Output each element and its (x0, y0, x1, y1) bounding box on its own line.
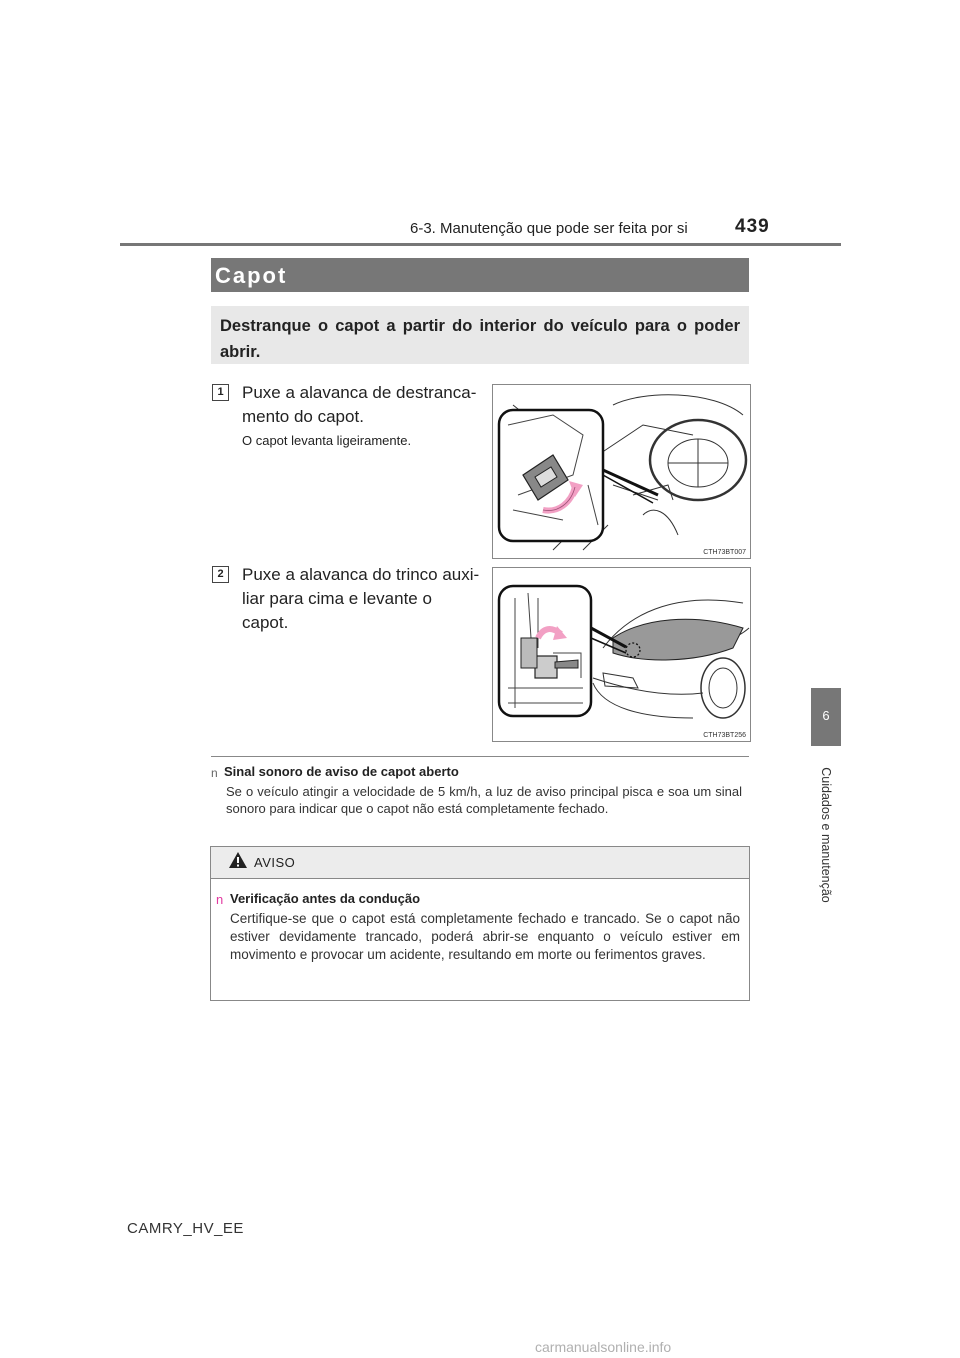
auxiliary-catch-figure (492, 567, 751, 742)
note-divider (211, 756, 749, 757)
section-title: Capot (215, 263, 288, 288)
page-number: 439 (735, 216, 770, 237)
chapter-side-label: Cuidados e manutenção (819, 767, 833, 903)
note-bullet: n (211, 766, 218, 780)
warning-bullet: n (216, 892, 224, 907)
header-divider (120, 243, 841, 246)
step-2-text: Puxe a alavanca do trinco auxi-liar para cima e levante o capot. (242, 565, 480, 632)
chapter-side-tab-number: 6 (822, 708, 830, 723)
step-1-subtext: O capot levanta ligeiramente. (242, 433, 412, 448)
chapter-heading: 6-3. Manutenção que pode ser feita por si (410, 220, 688, 237)
section-title-bar (211, 258, 749, 292)
warning-body: Certifique-se que o capot está completamente fechado e trancado. Se o capot não estiver devidamente trancado, poderá abrir-se enquanto o veículo estiver em movimento e provocar um acidente, resultando em morte ou ferimentos graves. (230, 911, 740, 962)
step-1-text: Puxe a alavanca de destranca-mento do capot. (242, 383, 477, 426)
step-1-number: 1 (212, 384, 229, 401)
intro-text: Destranque o capot a partir do interior do veículo para o poder abrir. (220, 317, 740, 361)
hood-release-lever-figure (492, 384, 751, 559)
warning-label: AVISO (254, 855, 296, 870)
footer-model-code: CAMRY_HV_EE (127, 1220, 244, 1237)
note-body: Se o veículo atingir a velocidade de 5 km/h, a luz de aviso principal pisca e soa um sinal sonoro para indicar que o capot não está completamente fechado. (226, 784, 742, 816)
note-title: Sinal sonoro de aviso de capot aberto (224, 764, 459, 779)
figure-1-code: CTH73BT007 (703, 549, 746, 556)
hood-release-lever-illustration (493, 385, 750, 558)
warning-triangle-icon (228, 851, 248, 874)
figure-2-code: CTH73BT256 (703, 732, 746, 739)
auxiliary-catch-illustration (493, 568, 750, 741)
warning-title: Verificação antes da condução (230, 891, 421, 906)
watermark: carmanualsonline.info (535, 1339, 672, 1355)
step-2-number: 2 (212, 566, 229, 583)
